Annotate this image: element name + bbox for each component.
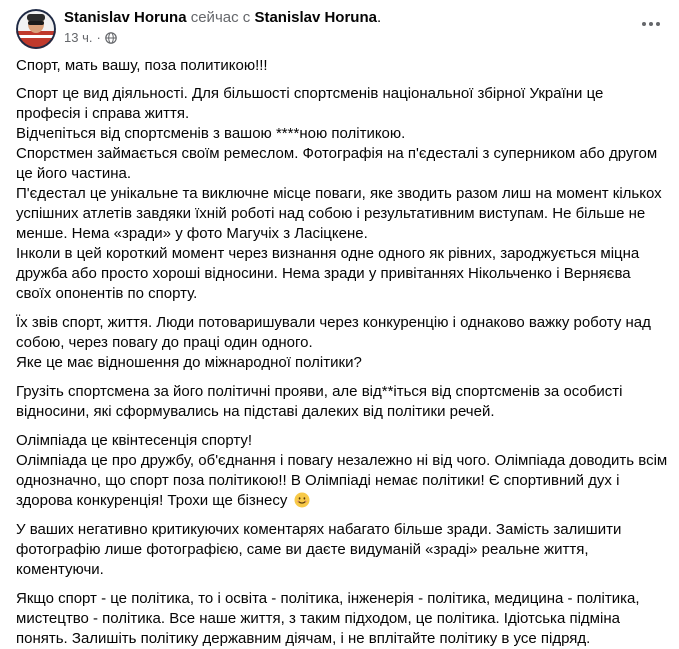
- more-options-button[interactable]: [637, 10, 665, 38]
- avatar-image: [16, 9, 56, 49]
- post-paragraph: Їх звів спорт, життя. Люди потоваришували через конкуренцію і однаково важку роботу над собою, через повагу до праці один одного. Яке це має відношення до міжнародної політики?: [16, 314, 651, 371]
- post-paragraph: Спорт це вид діяльності. Для більшості спортсменів національної збірної України це професія і справа життя. Відчепіться від спортсменів з вашою ****ною політикою. Спорстмен займається своїм ремеслом. Фотографія на п'єдесталі з суперником або другом це його частина. П'єдестал це унікальне та виключне місце поваги, яке зводить разом лиш на момент кількох успішних атлетів завдяки їхній роботі над собою і результативним виступам. Не більше не менше. Нема «зради» у фото Магучіх з Ласіцкене. Інколи в цей короткий момент через визнання одне одного як рівних, зароджується міцна дружба або просто хороші відносини. Нема зради у привітаннях Нікольченко і Верняєва своїх опонентів по спорту.: [16, 85, 662, 302]
- tagged-user[interactable]: Stanislav Horuna: [254, 9, 377, 26]
- author-name[interactable]: Stanislav Horuna: [64, 9, 187, 26]
- post-paragraph: Якщо спорт - це політика, то і освіта - політика, інженерія - політика, медицина - політика, мистецтво - політика. Все наше життя, з таким підходом, це політика. Ідіотська підміна понять. Залишіть політику державним діячам, і не вплітайте політику в усе підряд.: [16, 590, 640, 647]
- post-body: [16, 56, 669, 649]
- smile-emoji-icon: [294, 492, 310, 508]
- more-dots-icon: [641, 21, 661, 27]
- post-paragraph-with-emoji: [16, 431, 669, 511]
- post-paragraph: Грузіть спортсмена за його політичні прояви, але від**іться від спортсменів за особисті відносини, які сформувались на підставі далеких від політики речей.: [16, 383, 623, 420]
- post-meta: [64, 30, 117, 46]
- post-paragraph-text: Олімпіада це квінтесенція спорту! Олімпіада це про дружбу, об'єднання і повагу незалежно ні від чого. Олімпіада доводить всім однозначно, що спорт поза політикою!! В Олімпіаді немає політики! Є спортивний дух і здорова конкуренція! Трохи ще бізнесу: [16, 432, 668, 509]
- action-text: сейчас с: [190, 9, 251, 26]
- post-header: [16, 0, 669, 52]
- post-paragraph: У ваших негативно критикуючих коментарях набагато більше зради. Замість залишити фотографію лише фотографією, саме ви даєте видуманій «зраді» реальне життя, коментуючи.: [16, 521, 622, 578]
- author-period: .: [376, 9, 382, 26]
- post-timestamp[interactable]: 13 ч.: [64, 30, 93, 45]
- post-paragraph: Спорт, мать вашу, поза политикою!!!: [16, 57, 268, 74]
- meta-separator: ·: [96, 30, 101, 45]
- globe-icon[interactable]: [105, 32, 117, 44]
- author-line: [64, 8, 381, 28]
- avatar[interactable]: [16, 9, 56, 49]
